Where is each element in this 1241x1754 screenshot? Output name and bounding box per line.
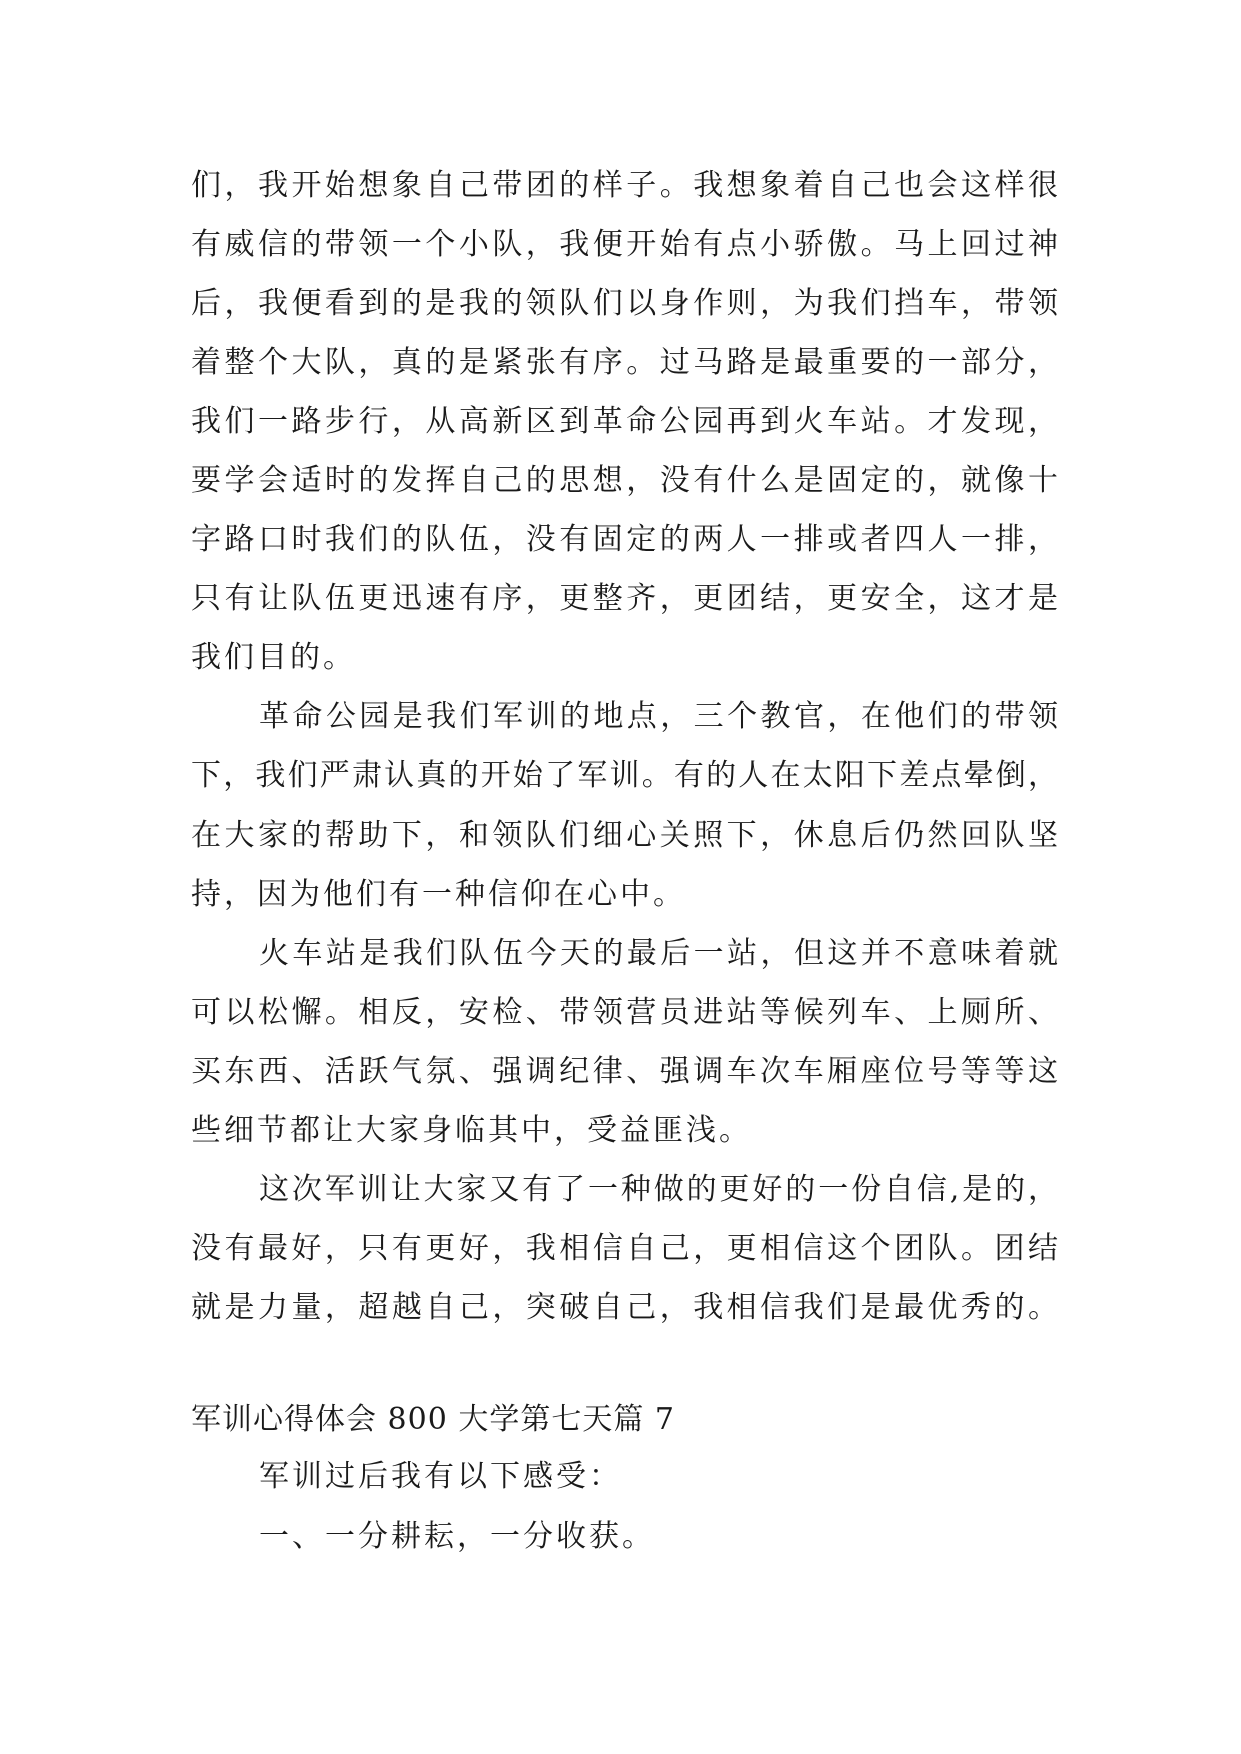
- text-line: 字路口时我们的队伍，没有固定的两人一排或者四人一排，: [191, 522, 1058, 557]
- text-line: 革命公园是我们军训的地点，三个教官，在他们的带领: [259, 699, 1058, 734]
- text-line: 可以松懈。相反，安检、带领营员进站等候列车、上厕所、: [191, 995, 1058, 1030]
- text-line: 就是力量，超越自己，突破自己，我相信我们是最优秀的。: [191, 1290, 1058, 1325]
- text-line: 只有让队伍更迅速有序，更整齐，更团结，更安全，这才是: [191, 581, 1058, 616]
- text-line: 们，我开始想象自己带团的样子。我想象着自己也会这样很: [191, 168, 1058, 203]
- text-line: 一、一分耕耘，一分收获。: [259, 1519, 655, 1554]
- text-line: 持，因为他们有一种信仰在心中。: [191, 877, 686, 912]
- text-line: 在大家的帮助下，和领队们细心关照下，休息后仍然回队坚: [191, 818, 1058, 853]
- text-line: 要学会适时的发挥自己的思想，没有什么是固定的，就像十: [191, 463, 1058, 498]
- section-heading: 军训心得体会 800 大学第七天篇 7: [191, 1402, 675, 1437]
- text-line: 后，我便看到的是我的领队们以身作则，为我们挡车，带领: [191, 286, 1058, 321]
- text-line: 我们一路步行，从高新区到革命公园再到火车站。才发现，: [191, 404, 1058, 439]
- text-line: 火车站是我们队伍今天的最后一站，但这并不意味着就: [259, 936, 1058, 971]
- text-line: 有威信的带领一个小队，我便开始有点小骄傲。马上回过神: [191, 227, 1058, 262]
- text-line: 这次军训让大家又有了一种做的更好的一份自信,是的，: [259, 1172, 1058, 1207]
- text-line: 买东西、活跃气氛、强调纪律、强调车次车厢座位号等等这: [191, 1054, 1058, 1089]
- text-line: 下，我们严肃认真的开始了军训。有的人在太阳下差点晕倒，: [191, 758, 1058, 793]
- text-line: 军训过后我有以下感受：: [259, 1459, 622, 1494]
- text-line: 着整个大队，真的是紧张有序。过马路是最重要的一部分，: [191, 345, 1058, 380]
- text-line: 我们目的。: [191, 640, 356, 675]
- text-line: 些细节都让大家身临其中，受益匪浅。: [191, 1113, 752, 1148]
- text-line: 没有最好，只有更好，我相信自己，更相信这个团队。团结: [191, 1231, 1058, 1266]
